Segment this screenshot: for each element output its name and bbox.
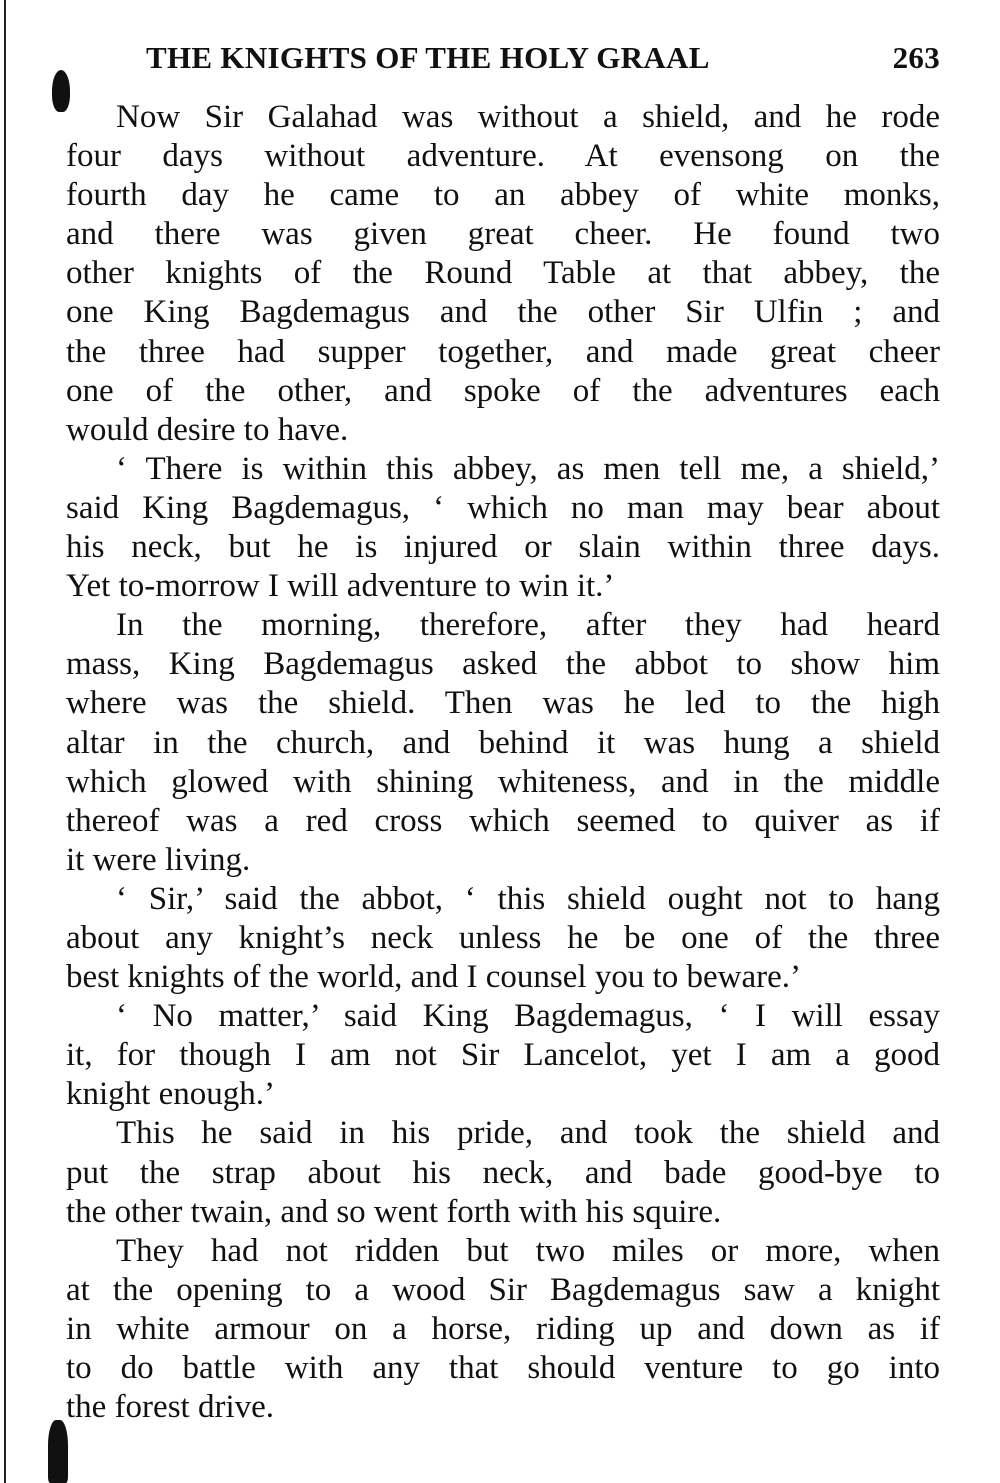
text-line: Yet to-morrow I will adventure to win it.’: [66, 568, 615, 605]
text-line: They had not ridden but two miles or more, when: [116, 1232, 940, 1269]
text-line: about any knight’s neck unless he be one of the three: [66, 919, 940, 956]
text-line: at the opening to a wood Sir Bagdemagus saw a knight: [66, 1271, 940, 1308]
text-line: his neck, but he is injured or slain within three days.: [66, 529, 940, 566]
text-line: where was the shield. Then was he led to the high: [66, 685, 940, 722]
text-line: ‘ No matter,’ said King Bagdemagus, ‘ I will essay: [116, 998, 940, 1035]
text-line: to do battle with any that should venture to go into: [66, 1350, 940, 1386]
text-line: one of the other, and spoke of the adventures each: [66, 372, 940, 409]
text-line: ‘ There is within this abbey, as men tell me, a shield,’: [116, 450, 940, 487]
text-line: fourth day he came to an abbey of white monks,: [66, 177, 940, 214]
text-line: ‘ Sir,’ said the abbot, ‘ this shield ought not to hang: [116, 880, 940, 917]
text-line: knight enough.’: [66, 1076, 275, 1113]
text-line: the forest drive.: [66, 1389, 275, 1426]
text-line: said King Bagdemagus, ‘ which no man may bear about: [66, 489, 940, 526]
text-line: it, for though I am not Sir Lancelot, yet I am a good: [66, 1037, 940, 1074]
page-gutter-edge: [4, 0, 6, 1483]
text-line: one King Bagdemagus and the other Sir Ulfin ; and: [66, 294, 940, 331]
text-line: and there was given great cheer. He found two: [66, 216, 940, 253]
text-line: would desire to have.: [66, 411, 349, 448]
text-line: This he said in his pride, and took the shield and: [116, 1115, 940, 1152]
text-line: put the strap about his neck, and bade good-bye to: [66, 1154, 940, 1191]
text-line: the other twain, and so went forth with his squire.: [66, 1193, 722, 1230]
running-header: [146, 40, 940, 80]
text-line: In the morning, therefore, after they had heard: [116, 607, 940, 644]
text-line: mass, King Bagdemagus asked the abbot to show him: [66, 646, 940, 683]
text-line: it were living.: [66, 841, 251, 878]
text-line: other knights of the Round Table at that abbey, the: [66, 255, 940, 292]
text-line: which glowed with shining whiteness, and in the middle: [66, 763, 940, 800]
text-line: Now Sir Galahad was without a shield, and he rode: [116, 99, 940, 135]
running-title: THE KNIGHTS OF THE HOLY GRAAL: [146, 40, 710, 75]
text-line: four days without adventure. At evensong on the: [66, 138, 940, 175]
text-body: [66, 98, 940, 1427]
text-line: altar in the church, and behind it was hung a shield: [66, 724, 940, 761]
ink-blot-bottom: [48, 1420, 68, 1483]
text-line: best knights of the world, and I counsel you to beware.’: [66, 959, 801, 996]
text-line: in white armour on a horse, riding up and down as if: [66, 1310, 940, 1347]
text-line: the three had supper together, and made great cheer: [66, 333, 940, 370]
text-line: thereof was a red cross which seemed to quiver as if: [66, 802, 940, 839]
page-number: 263: [892, 40, 940, 75]
